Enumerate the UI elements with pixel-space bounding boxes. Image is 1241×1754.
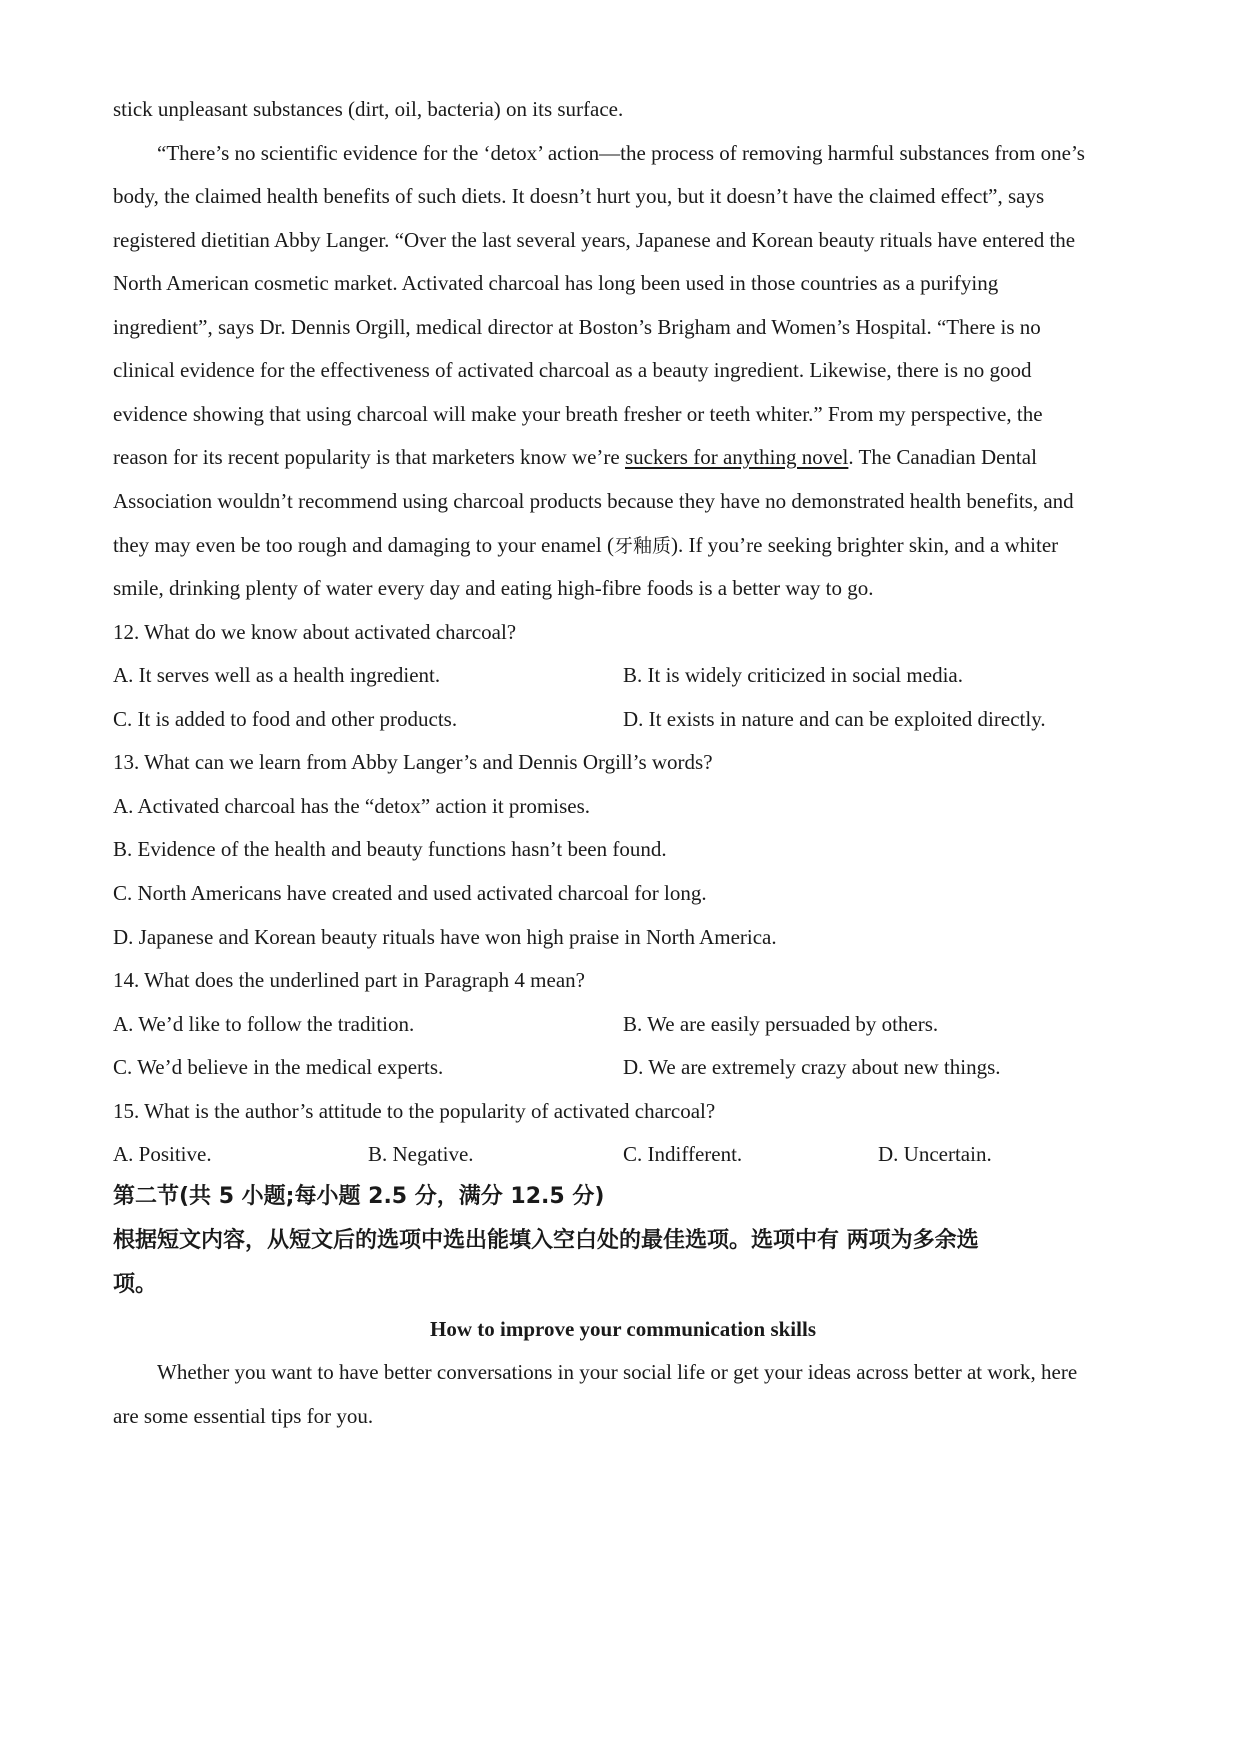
q15-option-d: D. Uncertain. [878, 1142, 992, 1166]
passage-line-8: evidence showing that using charcoal will make your breath fresher or teeth whiter.” From my perspective, the [113, 402, 1043, 426]
passage-line-4: registered dietitian Abby Langer. “Over the last several years, Japanese and Korean beauty rituals have entered the [113, 228, 1076, 252]
underlined-phrase: suckers for anything novel [625, 445, 849, 469]
q12-option-c: C. It is added to food and other products. [113, 707, 458, 731]
question-12-stem: 12. What do we know about activated charcoal? [113, 620, 517, 644]
q15-option-b: B. Negative. [368, 1142, 474, 1166]
q12-option-d: D. It exists in nature and can be exploited directly. [623, 707, 1046, 731]
section-instruction-line-1: 根据短文内容，从短文后的选项中选出能填入空白处的最佳选项。选项中有 两项为多余选 [113, 1228, 979, 1253]
q13-option-a: A. Activated charcoal has the “detox” action it promises. [113, 794, 591, 818]
q14-option-b: B. We are easily persuaded by others. [623, 1012, 939, 1036]
passage-line-11 [113, 532, 1058, 559]
q12-option-a: A. It serves well as a health ingredient. [113, 663, 441, 687]
passage-line-9 [113, 444, 1037, 470]
q12-option-b: B. It is widely criticized in social media. [623, 663, 963, 687]
q14-option-a: A. We’d like to follow the tradition. [113, 1012, 415, 1036]
passage-text: reason for its recent popularity is that marketers know we’re [113, 445, 625, 469]
q13-option-b: B. Evidence of the health and beauty functions hasn’t been found. [113, 837, 667, 861]
passage-line-6: ingredient”, says Dr. Dennis Orgill, medical director at Boston’s Brigham and Women’s Hospital. “There is no [113, 315, 1041, 339]
q13-option-d: D. Japanese and Korean beauty rituals have won high praise in North America. [113, 925, 777, 949]
q14-option-c: C. We’d believe in the medical experts. [113, 1055, 444, 1079]
passage-line-10: Association wouldn’t recommend using charcoal products because they have no demonstrated health benefits, and [113, 489, 1074, 513]
question-13-stem: 13. What can we learn from Abby Langer’s and Dennis Orgill’s words? [113, 750, 713, 774]
q14-option-d: D. We are extremely crazy about new things. [623, 1055, 1001, 1079]
passage-text: ). If you’re seeking brighter skin, and a whiter [670, 533, 1059, 557]
passage-text: they may even be too rough and damaging to your enamel ( [113, 533, 614, 557]
section-instruction-line-2: 项。 [113, 1272, 158, 1297]
passage-line-5: North American cosmetic market. Activated charcoal has long been used in those countries as a purifying [113, 271, 999, 295]
intro-line-1: Whether you want to have better conversations in your social life or get your ideas across better at work, here [157, 1360, 1078, 1384]
q15-option-c: C. Indifferent. [623, 1142, 743, 1166]
passage-line-2: “There’s no scientific evidence for the ‘detox’ action—the process of removing harmful substances from one’s [157, 141, 1085, 165]
passage-line-1: stick unpleasant substances (dirt, oil, bacteria) on its surface. [113, 97, 624, 121]
question-14-stem: 14. What does the underlined part in Paragraph 4 mean? [113, 968, 585, 992]
passage-line-3: body, the claimed health benefits of such diets. It doesn’t hurt you, but it doesn’t have the claimed effect”, says [113, 184, 1045, 208]
passage-title: How to improve your communication skills [430, 1317, 816, 1341]
passage-line-7: clinical evidence for the effectiveness of activated charcoal as a beauty ingredient. Likewise, there is no good [113, 358, 1032, 382]
intro-line-2: are some essential tips for you. [113, 1404, 374, 1428]
q13-option-c: C. North Americans have created and used activated charcoal for long. [113, 881, 707, 905]
section-heading: 第二节(共 5 小题;每小题 2.5 分，满分 12.5 分) [113, 1184, 605, 1209]
chinese-gloss: 牙釉质 [613, 535, 671, 557]
q15-option-a: A. Positive. [113, 1142, 212, 1166]
passage-text: . The Canadian Dental [848, 445, 1037, 469]
passage-line-12: smile, drinking plenty of water every day and eating high-fibre foods is a better way to go. [113, 576, 874, 600]
question-15-stem: 15. What is the author’s attitude to the popularity of activated charcoal? [113, 1099, 716, 1123]
